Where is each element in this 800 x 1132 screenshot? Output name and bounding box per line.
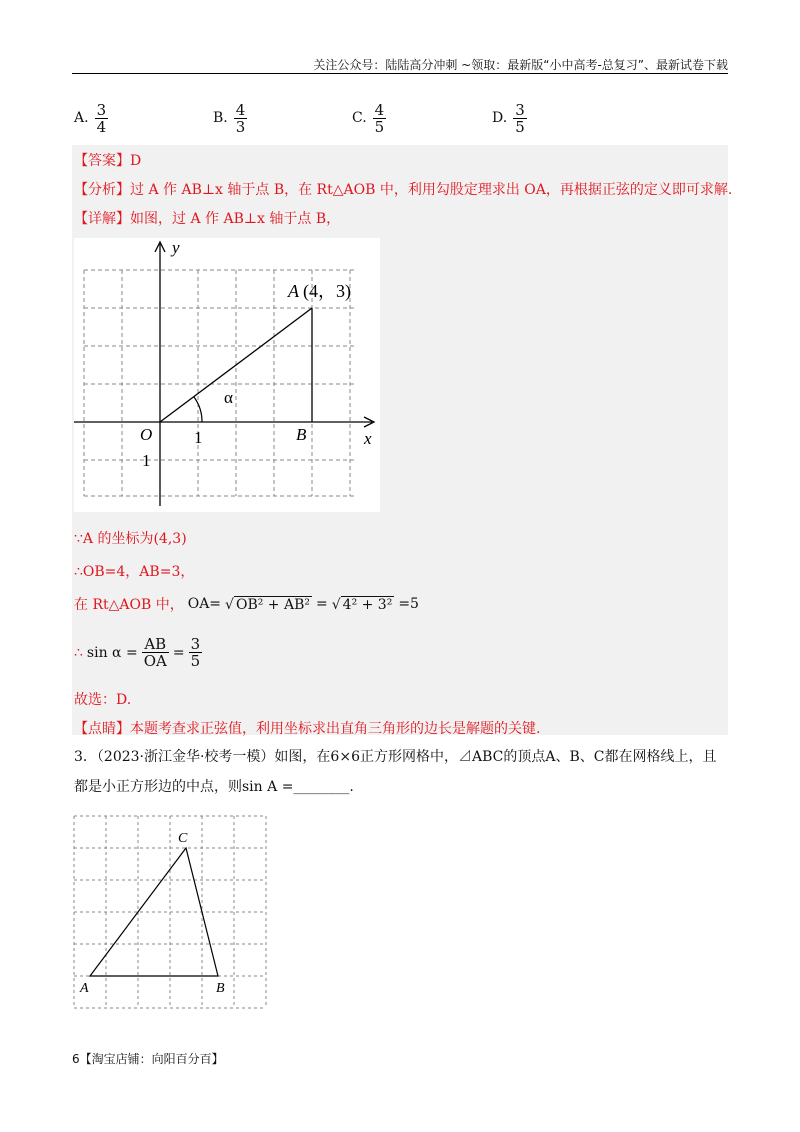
angle-label: α bbox=[224, 388, 233, 407]
point-a-coords: (4，3) bbox=[303, 281, 351, 301]
x-tick-label: 1 bbox=[194, 428, 203, 447]
coordinate-figure bbox=[74, 238, 380, 512]
fraction: $\frac{3}{5}$ bbox=[190, 635, 201, 670]
point-a-label: A bbox=[288, 281, 299, 301]
analysis-line: 【分析】过 A 作 AB⊥x 轴于点 B，在 Rt△AOB 中，利用勾股定理求出 OA，再根据正弦的定义即可求解. bbox=[74, 182, 733, 198]
option-a: A. $\frac{3}{4}$ bbox=[74, 100, 107, 136]
triangle-grid-figure bbox=[72, 814, 268, 1010]
fraction: $\frac{4}{5}$ bbox=[374, 100, 385, 136]
step-1: ∵A 的坐标为(4,3) bbox=[74, 531, 187, 547]
question-3-line-2: 都是小正方形边的中点，则sin A =________. bbox=[74, 779, 354, 795]
grid bbox=[74, 816, 266, 1008]
radicand: 4² + 3² bbox=[342, 596, 393, 613]
x-label: x bbox=[364, 429, 372, 448]
vertex-a-label: A bbox=[80, 981, 89, 996]
header-rule bbox=[72, 73, 728, 74]
fraction: $\frac{3}{5}$ bbox=[515, 100, 525, 136]
answer-line: 【答案】D bbox=[74, 153, 142, 169]
step-5: 故选：D. bbox=[74, 692, 132, 708]
detail-line: 【详解】如图，过 A 作 AB⊥x 轴于点 B， bbox=[74, 211, 341, 227]
origin-label: O bbox=[140, 425, 153, 444]
step-3: 在 Rt△AOB 中， OA= √ OB² + AB² = √ 4² + 3² =5 bbox=[74, 596, 419, 613]
fraction: $\frac{4}{3}$ bbox=[235, 100, 246, 136]
option-c: C. $\frac{4}{5}$ bbox=[352, 100, 385, 136]
y-label: y bbox=[172, 238, 180, 257]
radicand: OB² + AB² bbox=[235, 596, 310, 613]
vertex-b-label: B bbox=[216, 981, 225, 996]
step-2: ∴OB=4，AB=3， bbox=[74, 564, 195, 580]
step-4: ∴ sin α = $\frac{AB}{OA}$ = $\frac{3}{5}$ bbox=[74, 635, 201, 670]
fraction: $\frac{AB}{OA}$ bbox=[143, 635, 167, 670]
page-header: 关注公众号：陆陆高分冲刺 ~领取：最新版“小中高考-总复习”、最新试卷下载 bbox=[313, 58, 728, 72]
page-footer: 6【淘宝店铺：向阳百分百】 bbox=[72, 1052, 224, 1066]
point-b-label: B bbox=[296, 425, 307, 444]
option-d: D. $\frac{3}{5}$ bbox=[492, 100, 525, 136]
fraction: $\frac{3}{4}$ bbox=[96, 100, 107, 136]
comment-line: 【点睛】本题考查求正弦值，利用坐标求出直角三角形的边长是解题的关键. bbox=[74, 721, 541, 737]
y-tick-label: 1 bbox=[142, 451, 151, 470]
question-3-line-1: 3．（2023·浙江金华·校考一模）如图，在6×6正方形网格中，⊿ABC的顶点A、B、C都在网格线上，且 bbox=[74, 749, 717, 765]
option-b: B. $\frac{4}{3}$ bbox=[213, 100, 246, 136]
vertex-c-label: C bbox=[178, 831, 188, 846]
